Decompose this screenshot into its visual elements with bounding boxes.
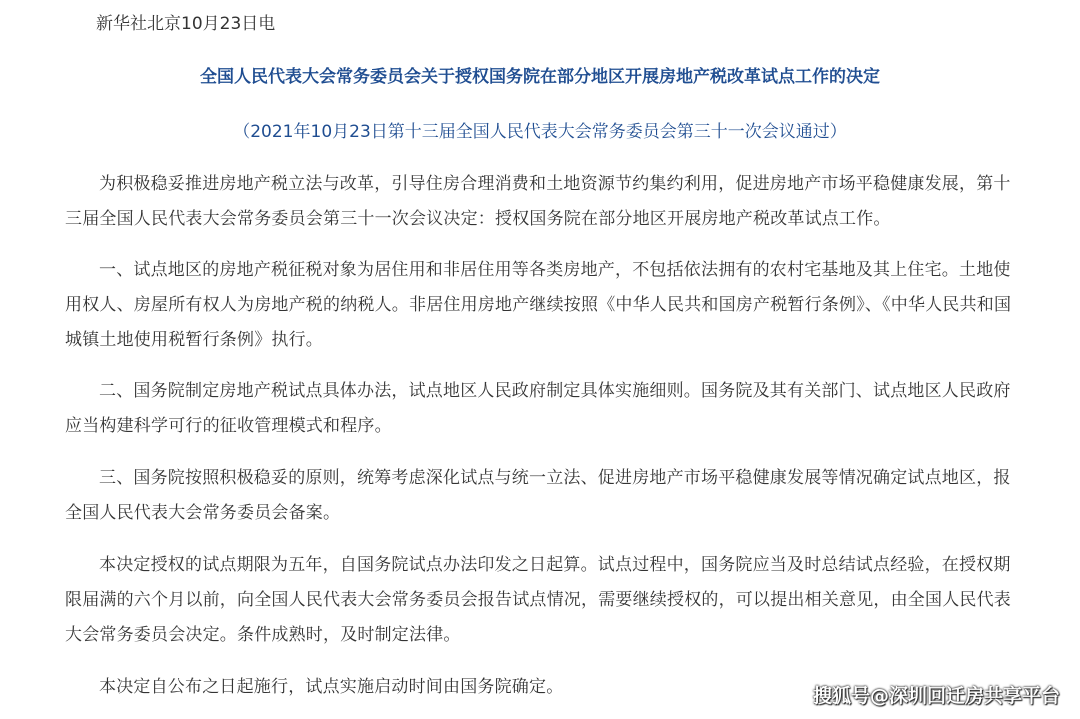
paragraph-preamble: 为积极稳妥推进房地产税立法与改革，引导住房合理消费和土地资源节约集约利用，促进房地产市场平稳健康发展，第十三届全国人民代表大会常务委员会第三十一次会议决定：授权国务院在部分地区开展房地产税改革试点工作。 bbox=[65, 174, 1011, 229]
paragraph-term: 本决定授权的试点期限为五年，自国务院试点办法印发之日起算。试点过程中，国务院应当及时总结试点经验，在授权期限届满的六个月以前，向全国人民代表大会常务委员会报告试点情况，需要继续授权的，可以提出相关意见，由全国人民代表大会常务委员会决定。条件成熟时，及时制定法律。 bbox=[65, 555, 1011, 645]
dateline: 新华社北京10月23日电 bbox=[96, 14, 276, 34]
article-subtitle: （2021年10月23日第十三届全国人民代表大会常务委员会第三十一次会议通过） bbox=[233, 122, 847, 142]
paragraph-article-3: 三、国务院按照积极稳妥的原则，统筹考虑深化试点与统一立法、促进房地产市场平稳健康发展等情况确定试点地区，报全国人民代表大会常务委员会备案。 bbox=[65, 468, 1011, 523]
paragraph-effective: 本决定自公布之日起施行，试点实施启动时间由国务院确定。 bbox=[99, 677, 564, 697]
article-title: 全国人民代表大会常务委员会关于授权国务院在部分地区开展房地产税改革试点工作的决定 bbox=[200, 67, 880, 87]
source-watermark: 搜狐号@深圳回迁房共享平台 bbox=[812, 685, 1060, 707]
paragraph-article-2: 二、国务院制定房地产税试点具体办法，试点地区人民政府制定具体实施细则。国务院及其有关部门、试点地区人民政府应当构建科学可行的征收管理模式和程序。 bbox=[65, 381, 1011, 436]
paragraph-article-1: 一、试点地区的房地产税征税对象为居住用和非居住用等各类房地产，不包括依法拥有的农村宅基地及其上住宅。土地使用权人、房屋所有权人为房地产税的纳税人。非居住用房地产继续按照《中华人民共和国房产税暂行条例》、《中华人民共和国城镇土地使用税暂行条例》执行。 bbox=[65, 260, 1012, 350]
